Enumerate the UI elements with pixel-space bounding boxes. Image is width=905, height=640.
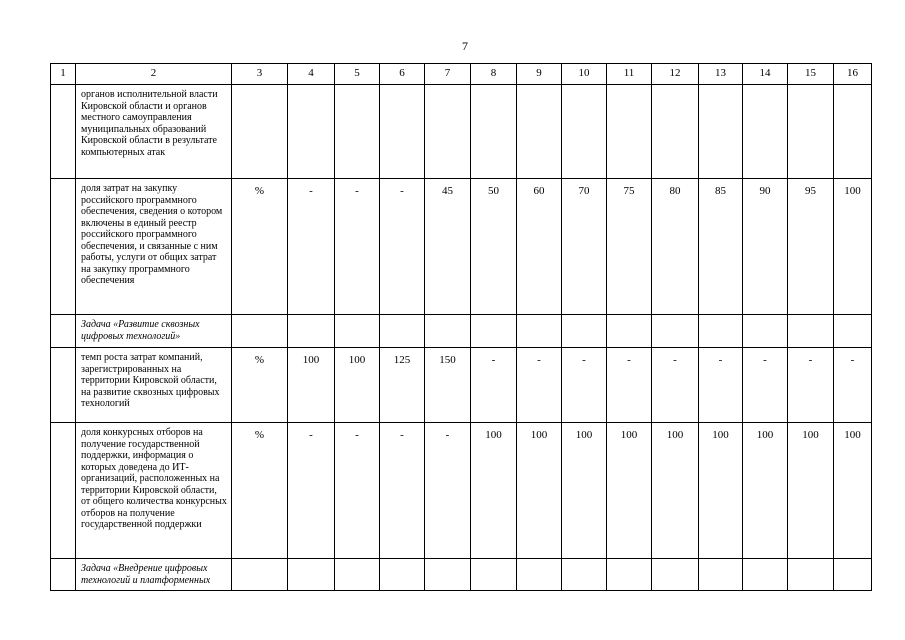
value-cell: - bbox=[743, 348, 788, 423]
value-cell bbox=[699, 85, 743, 179]
column-number-header: 9 bbox=[517, 64, 562, 85]
value-cell bbox=[335, 315, 380, 348]
value-cell bbox=[607, 559, 652, 591]
value-cell: - bbox=[471, 348, 517, 423]
value-cell bbox=[335, 559, 380, 591]
value-cell: - bbox=[380, 179, 425, 315]
table-row bbox=[51, 348, 872, 423]
value-cell bbox=[288, 85, 335, 179]
value-cell bbox=[425, 315, 471, 348]
value-cell bbox=[425, 559, 471, 591]
value-cell bbox=[288, 559, 335, 591]
row-number-cell bbox=[51, 315, 76, 348]
column-number-header: 16 bbox=[834, 64, 872, 85]
value-cell bbox=[562, 559, 607, 591]
column-number-header: 14 bbox=[743, 64, 788, 85]
column-number-header: 13 bbox=[699, 64, 743, 85]
unit-cell: % bbox=[232, 179, 288, 315]
row-number-cell bbox=[51, 559, 76, 591]
column-number-header: 4 bbox=[288, 64, 335, 85]
value-cell: - bbox=[562, 348, 607, 423]
value-cell: 75 bbox=[607, 179, 652, 315]
value-cell: - bbox=[380, 423, 425, 559]
column-number-header: 8 bbox=[471, 64, 517, 85]
table-row bbox=[51, 559, 872, 591]
value-cell: 150 bbox=[425, 348, 471, 423]
value-cell bbox=[562, 85, 607, 179]
value-cell: - bbox=[607, 348, 652, 423]
row-number-cell bbox=[51, 85, 76, 179]
column-number-header: 12 bbox=[652, 64, 699, 85]
value-cell: - bbox=[288, 423, 335, 559]
value-cell: - bbox=[335, 179, 380, 315]
value-cell bbox=[517, 315, 562, 348]
value-cell: 50 bbox=[471, 179, 517, 315]
indicators-table bbox=[50, 63, 872, 591]
value-cell bbox=[743, 559, 788, 591]
value-cell bbox=[288, 315, 335, 348]
value-cell bbox=[425, 85, 471, 179]
column-number-header: 10 bbox=[562, 64, 607, 85]
row-number-cell bbox=[51, 348, 76, 423]
value-cell bbox=[743, 315, 788, 348]
value-cell bbox=[380, 85, 425, 179]
value-cell: - bbox=[425, 423, 471, 559]
value-cell bbox=[607, 315, 652, 348]
value-cell: - bbox=[652, 348, 699, 423]
value-cell bbox=[562, 315, 607, 348]
value-cell: 100 bbox=[699, 423, 743, 559]
value-cell: - bbox=[699, 348, 743, 423]
value-cell bbox=[652, 85, 699, 179]
unit-cell bbox=[232, 85, 288, 179]
value-cell: 95 bbox=[788, 179, 834, 315]
value-cell bbox=[380, 559, 425, 591]
value-cell bbox=[652, 559, 699, 591]
value-cell: 125 bbox=[380, 348, 425, 423]
value-cell: 85 bbox=[699, 179, 743, 315]
table-row bbox=[51, 315, 872, 348]
unit-cell bbox=[232, 315, 288, 348]
value-cell: 100 bbox=[335, 348, 380, 423]
value-cell: - bbox=[517, 348, 562, 423]
value-cell: - bbox=[335, 423, 380, 559]
table-row bbox=[51, 423, 872, 559]
value-cell: 60 bbox=[517, 179, 562, 315]
column-number-header: 7 bbox=[425, 64, 471, 85]
table-row bbox=[51, 85, 872, 179]
value-cell bbox=[788, 559, 834, 591]
column-number-header: 5 bbox=[335, 64, 380, 85]
value-cell: - bbox=[288, 179, 335, 315]
value-cell bbox=[380, 315, 425, 348]
indicator-name-cell: темп роста затрат компаний, зарегистрированных на территории Кировской области, на развитие сквозных цифровых технологий bbox=[76, 348, 232, 423]
column-number-header: 2 bbox=[76, 64, 232, 85]
value-cell bbox=[471, 559, 517, 591]
column-number-header: 3 bbox=[232, 64, 288, 85]
value-cell bbox=[607, 85, 652, 179]
value-cell bbox=[788, 315, 834, 348]
value-cell: 100 bbox=[834, 423, 872, 559]
value-cell bbox=[652, 315, 699, 348]
value-cell bbox=[471, 315, 517, 348]
value-cell bbox=[743, 85, 788, 179]
task-title-cell: Задача «Развитие сквозных цифровых технологий» bbox=[76, 315, 232, 348]
value-cell: 45 bbox=[425, 179, 471, 315]
value-cell: 90 bbox=[743, 179, 788, 315]
value-cell: 100 bbox=[471, 423, 517, 559]
column-number-header: 1 bbox=[51, 64, 76, 85]
value-cell bbox=[788, 85, 834, 179]
value-cell bbox=[834, 559, 872, 591]
value-cell bbox=[471, 85, 517, 179]
row-number-cell bbox=[51, 179, 76, 315]
indicator-name-cell: органов исполнительной власти Кировской области и органов местного самоуправления муниципальных образований Кировской области в результате компьютерных атак bbox=[76, 85, 232, 179]
value-cell: 100 bbox=[288, 348, 335, 423]
value-cell: 100 bbox=[517, 423, 562, 559]
value-cell: 100 bbox=[743, 423, 788, 559]
unit-cell: % bbox=[232, 423, 288, 559]
value-cell: 100 bbox=[788, 423, 834, 559]
value-cell: 70 bbox=[562, 179, 607, 315]
table-row bbox=[51, 179, 872, 315]
unit-cell bbox=[232, 559, 288, 591]
value-cell bbox=[517, 85, 562, 179]
column-number-header: 6 bbox=[380, 64, 425, 85]
value-cell bbox=[699, 315, 743, 348]
value-cell: 100 bbox=[607, 423, 652, 559]
value-cell: 100 bbox=[834, 179, 872, 315]
task-title-cell: Задача «Внедрение цифровых технологий и платформенных bbox=[76, 559, 232, 591]
indicator-name-cell: доля конкурсных отборов на получение государственной поддержки, информация о которых доведена до ИТ-организаций, расположенных на территории Кировской области, от общего количества конкурсных отборов на получение государственной поддержки bbox=[76, 423, 232, 559]
unit-cell: % bbox=[232, 348, 288, 423]
value-cell bbox=[834, 85, 872, 179]
value-cell: - bbox=[788, 348, 834, 423]
column-number-header: 11 bbox=[607, 64, 652, 85]
value-cell bbox=[517, 559, 562, 591]
column-number-header: 15 bbox=[788, 64, 834, 85]
page-number: 7 bbox=[462, 39, 468, 53]
value-cell bbox=[335, 85, 380, 179]
value-cell: 100 bbox=[652, 423, 699, 559]
value-cell: 100 bbox=[562, 423, 607, 559]
header-row bbox=[51, 64, 872, 85]
value-cell bbox=[834, 315, 872, 348]
value-cell: - bbox=[834, 348, 872, 423]
value-cell bbox=[699, 559, 743, 591]
indicator-name-cell: доля затрат на закупку российского программного обеспечения, сведения о котором включены в единый реестр российского программного обеспечения, и связанные с ним работы, услуги от общих затрат на закупку программного обеспечения bbox=[76, 179, 232, 315]
value-cell: 80 bbox=[652, 179, 699, 315]
row-number-cell bbox=[51, 423, 76, 559]
